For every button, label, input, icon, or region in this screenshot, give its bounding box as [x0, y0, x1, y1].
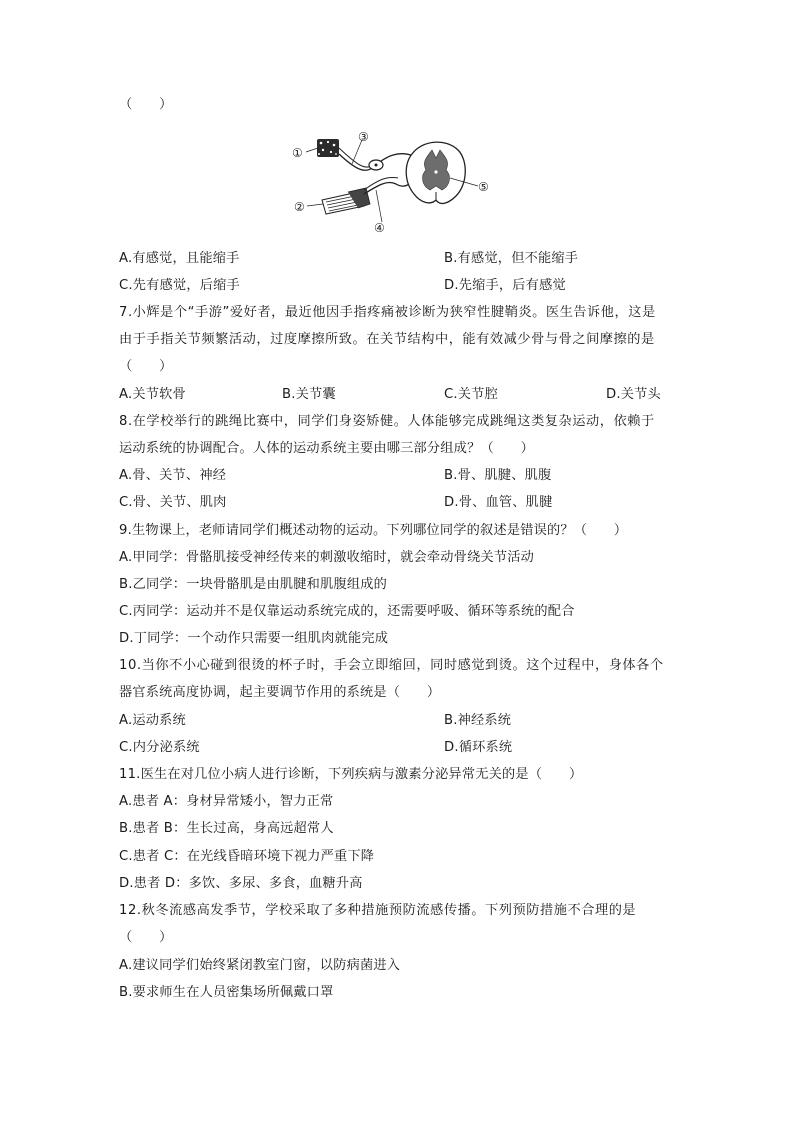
q6-answer-bracket: （ ） [119, 97, 173, 112]
q9-stem: 9.生物课上，老师请同学们概述动物的运动。下列哪位同学的叙述是错误的？（ ） [119, 523, 628, 538]
q10-stem-line2: 器官系统高度协调，起主要调节作用的系统是（ ） [119, 685, 441, 700]
q7-option-c: C.关节腔 [444, 387, 498, 402]
q7-answer-bracket: （ ） [119, 359, 173, 374]
q10-stem-line1: 10.当你不小心碰到很烫的杯子时，手会立即缩回，同时感觉到烫。这个过程中，身体各个 [119, 658, 664, 673]
q8-option-d: D.骨、血管、肌腱 [444, 495, 553, 510]
q8-option-a: A.骨、关节、神经 [119, 468, 227, 483]
q7-option-d: D.关节头 [606, 387, 661, 402]
effector-muscle [322, 188, 370, 214]
q6-option-c: C.先有感觉，后缩手 [119, 278, 240, 293]
q9-option-d: D.丁同学：一个动作只需要一组肌肉就能完成 [119, 631, 389, 646]
q11-option-c: C.患者 C：在光线昏暗环境下视力严重下降 [119, 849, 375, 864]
q12-option-b: B.要求师生在人员密集场所佩戴口罩 [119, 985, 334, 1000]
q12-stem: 12.秋冬流感高发季节，学校采取了多种措施预防流感传播。下列预防措施不合理的是 [119, 903, 637, 918]
q7-stem-line1: 7.小辉是个“手游”爱好者，最近他因手指疼痛被诊断为狭窄性腱鞘炎。医生告诉他，这是 [119, 305, 656, 320]
figure-label-3: ③ [358, 130, 369, 144]
q10-option-a: A.运动系统 [119, 713, 186, 728]
q12-option-a: A.建议同学们始终紧闭教室门窗，以防病菌进入 [119, 958, 401, 973]
q9-option-c: C.丙同学：运动并不是仅靠运动系统完成的，还需要呼吸、循环等系统的配合 [119, 604, 575, 619]
q7-stem-line2: 由于手指关节频繁活动，过度摩擦所致。在关节结构中，能有效减少骨与骨之间摩擦的是 [119, 332, 655, 347]
q8-stem-line2: 运动系统的协调配合。人体的运动系统主要由哪三部分组成？（ ） [119, 441, 535, 456]
q9-option-b: B.乙同学：一块骨骼肌是由肌腱和肌腹组成的 [119, 577, 387, 592]
q6-option-b: B.有感觉，但不能缩手 [444, 251, 579, 266]
figure-label-2: ② [294, 200, 305, 214]
q8-stem-line1: 8.在学校举行的跳绳比赛中，同学们身姿矫健。人体能够完成跳绳这类复杂运动，依赖于 [119, 414, 655, 429]
q7-option-b: B.关节囊 [282, 387, 336, 402]
figure-label-1: ① [292, 146, 303, 160]
reflex-arc-diagram [290, 128, 500, 236]
q6-option-d: D.先缩手，后有感觉 [444, 278, 566, 293]
spinal-cord [406, 142, 465, 203]
reflex-arc-svg [290, 128, 500, 236]
q10-option-c: C.内分泌系统 [119, 740, 200, 755]
q9-option-a: A.甲同学：骨骼肌接受神经传来的刺激收缩时，就会牵动骨绕关节活动 [119, 550, 535, 565]
q8-option-c: C.骨、关节、肌肉 [119, 495, 227, 510]
q12-answer-bracket: （ ） [119, 930, 173, 945]
q11-option-a: A.患者 A：身材异常矮小，智力正常 [119, 794, 334, 809]
q8-option-b: B.骨、肌腱、肌腹 [444, 468, 552, 483]
figure-label-5: ⑤ [478, 180, 489, 194]
q11-option-d: D.患者 D：多饮、多尿、多食，血糖升高 [119, 876, 363, 891]
receptor-block [317, 139, 339, 157]
q7-option-a: A.关节软骨 [119, 387, 186, 402]
q10-option-b: B.神经系统 [444, 713, 512, 728]
q11-option-b: B.患者 B：生长过高，身高远超常人 [119, 821, 334, 836]
q11-stem: 11.医生在对几位小病人进行诊断，下列疾病与激素分泌异常无关的是（ ） [119, 767, 583, 782]
q10-option-d: D.循环系统 [444, 740, 513, 755]
q6-option-a: A.有感觉，且能缩手 [119, 251, 240, 266]
figure-label-4: ④ [374, 221, 385, 235]
